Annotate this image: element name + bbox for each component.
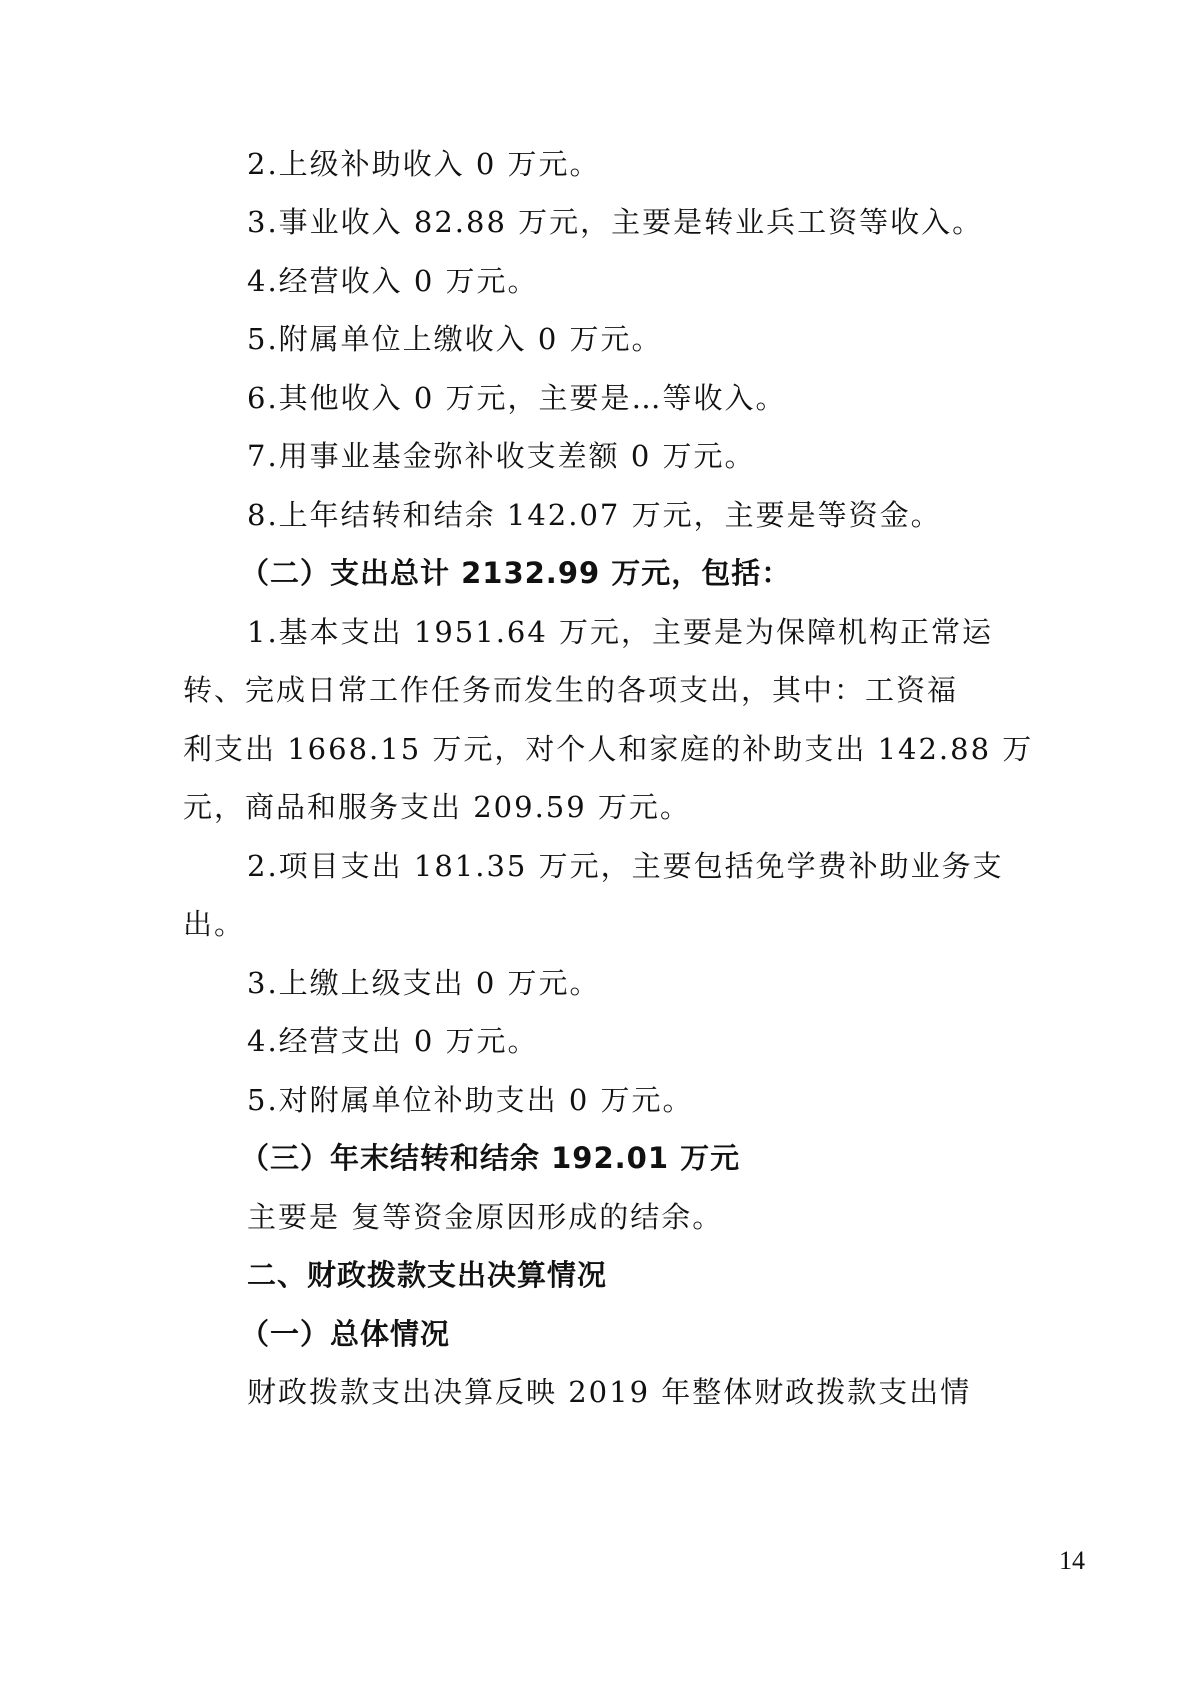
section-heading: （二）支出总计 2132.99 万元，包括： <box>240 556 792 590</box>
paragraph-line: 5.对附属单位补助支出 0 万元。 <box>247 1083 694 1117</box>
paragraph-line: 1.基本支出 1951.64 万元，主要是为保障机构正常运 <box>247 615 994 649</box>
paragraph-line: 7.用事业基金弥补收支差额 0 万元。 <box>247 439 756 473</box>
paragraph-line: 2.项目支出 181.35 万元，主要包括免学费补助业务支 <box>247 849 1004 883</box>
page-number: 14 <box>1059 1546 1085 1575</box>
paragraph-line: 利支出 1668.15 万元，对个人和家庭的补助支出 142.88 万 <box>183 732 1034 766</box>
paragraph-line: 6.其他收入 0 万元，主要是…等收入。 <box>247 381 787 415</box>
paragraph-line: 2.上级补助收入 0 万元。 <box>247 147 601 181</box>
paragraph-line: 主要是 复等资金原因形成的结余。 <box>247 1200 724 1234</box>
paragraph-line: 4.经营收入 0 万元。 <box>247 264 539 298</box>
paragraph-line: 3.上缴上级支出 0 万元。 <box>247 966 601 1000</box>
paragraph-line: 转、完成日常工作任务而发生的各项支出，其中：工资福 <box>183 673 959 707</box>
section-heading: （三）年末结转和结余 192.01 万元 <box>240 1141 741 1175</box>
paragraph-line: 8.上年结转和结余 142.07 万元，主要是等资金。 <box>247 498 942 532</box>
paragraph-line: 4.经营支出 0 万元。 <box>247 1024 539 1058</box>
section-heading: （一）总体情况 <box>240 1317 451 1351</box>
chapter-heading: 二、财政拨款支出决算情况 <box>247 1258 608 1292</box>
paragraph-line: 3.事业收入 82.88 万元，主要是转业兵工资等收入。 <box>247 205 984 239</box>
paragraph-line: 出。 <box>183 907 246 941</box>
paragraph-line: 5.附属单位上缴收入 0 万元。 <box>247 322 663 356</box>
paragraph-line: 元，商品和服务支出 209.59 万元。 <box>183 790 691 824</box>
paragraph-line: 财政拨款支出决算反映 2019 年整体财政拨款支出情 <box>247 1375 972 1409</box>
